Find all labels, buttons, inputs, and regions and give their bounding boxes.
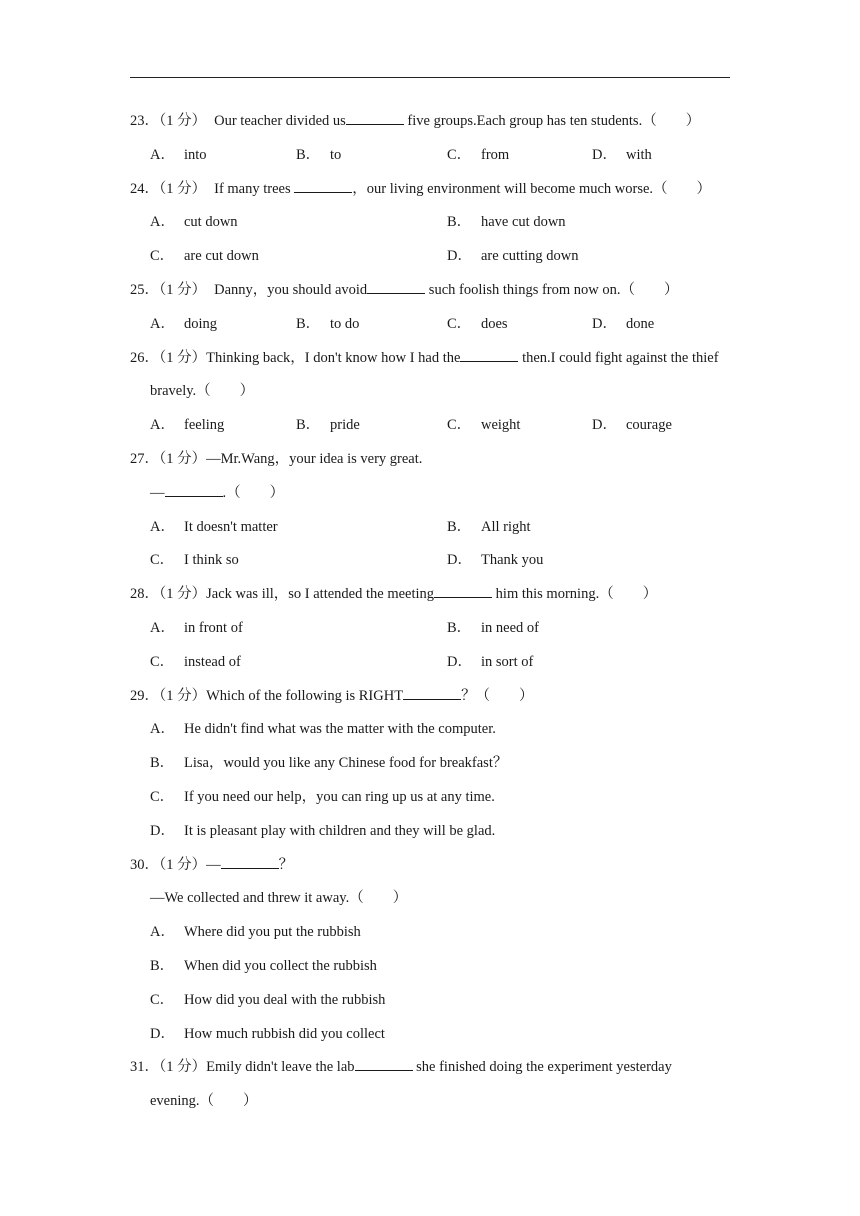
question-25-options — [130, 313, 730, 347]
question-24-stem — [130, 178, 730, 212]
question-score: （1 分） — [159, 1059, 207, 1076]
option-a[interactable]: A． He didn't find what was the matter with the computer. — [150, 721, 496, 738]
answer-blank — [460, 347, 518, 362]
question-score: （1 分） — [159, 349, 207, 366]
question-31-stem — [130, 1056, 730, 1090]
option-a[interactable]: A． It doesn't matter — [150, 518, 278, 535]
option-b[interactable]: B． in need of — [447, 619, 539, 636]
stem-text: Jack was ill，so I attended the meeting — [206, 586, 435, 603]
question-score: （1 分） — [159, 450, 207, 467]
stem-text: ？ — [278, 856, 294, 873]
answer-blank — [165, 482, 223, 497]
question-score: （1 分） — [159, 687, 207, 704]
option-c[interactable]: C． weight — [447, 417, 521, 434]
question-number: 30． — [130, 856, 159, 873]
question-26-stem-continued — [130, 380, 730, 414]
question-29-stem — [130, 685, 730, 719]
answer-blank — [434, 583, 492, 598]
option-d[interactable]: D． courage — [592, 417, 672, 434]
question-score: （1 分） — [159, 113, 207, 129]
option-d[interactable]: D． done — [592, 315, 655, 332]
answer-blank — [367, 279, 425, 294]
question-25-stem — [130, 279, 730, 313]
stem-text: Our teacher divided us — [214, 113, 346, 129]
option-a[interactable]: A． cut down — [150, 214, 238, 231]
stem-text: ，our living environment will become much worse.（ ） — [352, 180, 712, 197]
option-b[interactable]: B． have cut down — [447, 214, 566, 231]
option-b[interactable]: B． When did you collect the rubbish — [150, 957, 377, 974]
stem-text: —Mr.Wang，your idea is very great. — [206, 450, 423, 467]
question-score: （1 分） — [159, 586, 207, 603]
question-score: （1 分） — [159, 856, 207, 873]
header-rule — [130, 77, 730, 78]
option-a[interactable]: A． in front of — [150, 619, 243, 636]
option-b[interactable]: B． pride — [296, 417, 360, 434]
stem-text: five groups.Each group has ten students.（ ） — [403, 113, 701, 129]
question-27-options-row2 — [130, 549, 730, 583]
question-number: 26． — [130, 349, 159, 366]
question-26-stem — [130, 347, 730, 381]
stem-text: Danny，you should avoid — [214, 281, 368, 298]
question-number: 24． — [130, 180, 159, 197]
question-27-stem-continued — [130, 482, 730, 516]
option-c[interactable]: C． I think so — [150, 552, 239, 569]
question-23-options — [130, 144, 730, 178]
answer-blank — [294, 178, 352, 193]
option-c[interactable]: C． from — [447, 146, 510, 163]
option-a[interactable]: A． feeling — [150, 417, 225, 434]
question-28-options-row2 — [130, 651, 730, 685]
option-c[interactable]: C． If you need our help，you can ring up us at any time. — [150, 788, 495, 805]
stem-text: — — [150, 484, 165, 501]
answer-blank — [346, 110, 404, 125]
question-27-stem — [130, 448, 730, 482]
stem-text: Emily didn't leave the lab — [206, 1059, 355, 1076]
option-d[interactable]: D． in sort of — [447, 653, 534, 670]
question-28-stem — [130, 583, 730, 617]
option-d[interactable]: D． It is pleasant play with children and they will be glad. — [150, 822, 496, 839]
option-d[interactable]: D． Thank you — [447, 552, 544, 569]
option-c[interactable]: C． are cut down — [150, 248, 259, 265]
question-30-stem-continued — [130, 887, 730, 921]
question-30-stem — [130, 854, 730, 888]
stem-text: .（ ） — [222, 484, 285, 501]
answer-blank — [355, 1056, 413, 1071]
stem-text: she finished doing the experiment yesterday — [412, 1059, 672, 1076]
question-number: 28． — [130, 586, 159, 603]
option-d[interactable]: D． How much rubbish did you collect — [150, 1025, 385, 1042]
option-b[interactable]: B． Lisa，would you like any Chinese food for breakfast？ — [150, 755, 508, 772]
question-27-options-row1 — [130, 516, 730, 550]
option-d[interactable]: D． are cutting down — [447, 248, 579, 265]
option-b[interactable]: B． to — [296, 146, 342, 163]
stem-text: such foolish things from now on.（ ） — [425, 281, 679, 298]
stem-text: bravely.（ ） — [150, 383, 255, 400]
stem-text: Thinking back，I don't know how I had the — [206, 349, 461, 366]
stem-text: —We collected and threw it away.（ ） — [150, 890, 408, 907]
question-31-stem-continued — [130, 1090, 730, 1124]
stem-text: Which of the following is RIGHT — [206, 687, 404, 704]
question-list — [130, 110, 730, 1124]
question-score: （1 分） — [159, 281, 207, 298]
option-b[interactable]: B． to do — [296, 315, 360, 332]
question-number: 23． — [130, 113, 159, 129]
option-b[interactable]: B． All right — [447, 518, 531, 535]
option-d[interactable]: D． with — [592, 146, 652, 163]
question-26-options — [130, 414, 730, 448]
stem-text: ？（ ） — [461, 687, 534, 704]
question-number: 27． — [130, 450, 159, 467]
question-number: 31． — [130, 1059, 159, 1076]
option-a[interactable]: A． into — [150, 146, 207, 163]
stem-text: him this morning.（ ） — [492, 586, 658, 603]
question-24-options-row2 — [130, 245, 730, 279]
question-23-stem — [130, 110, 730, 144]
option-c[interactable]: C． does — [447, 315, 508, 332]
answer-blank — [403, 685, 461, 700]
stem-text: If many trees — [214, 180, 295, 197]
answer-blank — [221, 854, 279, 869]
stem-text: — — [206, 856, 221, 873]
question-number: 29． — [130, 687, 159, 704]
stem-text: evening.（ ） — [150, 1093, 258, 1110]
question-score: （1 分） — [159, 180, 207, 197]
question-number: 25． — [130, 281, 159, 298]
option-a[interactable]: A． doing — [150, 315, 218, 332]
question-24-options-row1 — [130, 211, 730, 245]
stem-text: then.I could fight against the thief — [518, 349, 719, 366]
option-c[interactable]: C． How did you deal with the rubbish — [150, 991, 386, 1008]
option-c[interactable]: C． instead of — [150, 653, 241, 670]
question-28-options-row1 — [130, 617, 730, 651]
option-a[interactable]: A． Where did you put the rubbish — [150, 924, 361, 941]
